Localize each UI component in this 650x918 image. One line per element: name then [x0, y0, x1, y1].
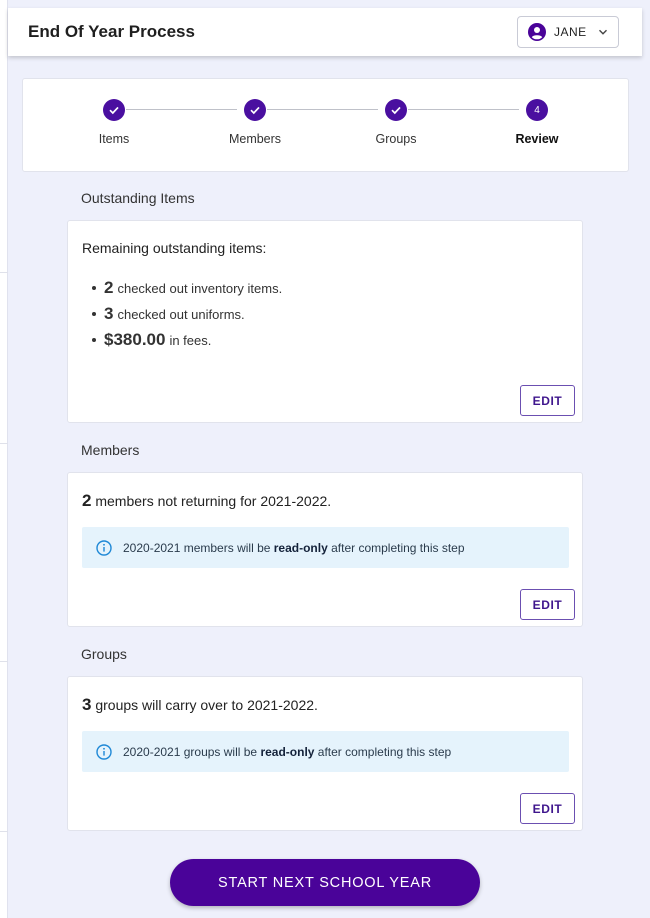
rail-divider [0, 272, 8, 273]
step-complete-icon [103, 99, 125, 121]
step-label: Members [228, 132, 282, 146]
step-label: Review [515, 132, 559, 146]
members-info-alert [82, 527, 569, 568]
list-item [104, 327, 282, 353]
user-menu-button[interactable] [517, 16, 619, 48]
item-text: in fees. [169, 332, 212, 348]
step-members[interactable] [195, 99, 315, 146]
section-title-groups: Groups [81, 646, 127, 662]
info-text: 2020-2021 members will be read-only after completing this step [123, 540, 465, 555]
members-summary [82, 491, 331, 511]
step-groups[interactable] [336, 99, 456, 146]
outstanding-intro: Remaining outstanding items: [82, 240, 267, 256]
item-count: 3 [104, 304, 114, 323]
item-count: 2 [104, 278, 114, 297]
members-count: 2 [82, 491, 92, 510]
edit-members-button[interactable]: EDIT [520, 589, 575, 620]
info-icon [96, 744, 112, 760]
groups-summary [82, 695, 318, 715]
outstanding-list [104, 275, 282, 353]
left-rail [0, 0, 8, 918]
members-card [67, 472, 583, 627]
step-review[interactable] [477, 99, 597, 146]
step-complete-icon [385, 99, 407, 121]
step-label: Items [98, 132, 130, 146]
rail-divider [0, 443, 8, 444]
rail-divider [0, 831, 8, 832]
step-label: Groups [375, 132, 417, 146]
item-text: checked out uniforms. [117, 306, 245, 322]
info-icon [96, 540, 112, 556]
groups-info-alert [82, 731, 569, 772]
section-title-members: Members [81, 442, 140, 458]
progress-stepper [22, 78, 629, 172]
list-item [104, 275, 282, 301]
app-header [8, 8, 642, 56]
fees-amount: $380.00 [104, 330, 166, 349]
start-next-school-year-button[interactable]: START NEXT SCHOOL YEAR [170, 859, 480, 906]
step-items[interactable] [54, 99, 174, 146]
chevron-down-icon [598, 27, 608, 37]
item-text: checked out inventory items. [117, 280, 283, 296]
rail-divider [0, 661, 8, 662]
info-text: 2020-2021 groups will be read-only after completing this step [123, 744, 452, 759]
user-name: JANE [554, 25, 587, 39]
members-text: members not returning for 2021-2022. [95, 493, 332, 509]
edit-outstanding-button[interactable]: EDIT [520, 385, 575, 416]
groups-card [67, 676, 583, 831]
account-icon [528, 23, 546, 41]
step-complete-icon [244, 99, 266, 121]
page-title: End Of Year Process [28, 22, 195, 41]
step-number: 4 [526, 99, 548, 121]
groups-text: groups will carry over to 2021-2022. [95, 697, 318, 713]
edit-groups-button[interactable]: EDIT [520, 793, 575, 824]
list-item [104, 301, 282, 327]
section-title-outstanding: Outstanding Items [81, 190, 195, 206]
groups-count: 3 [82, 695, 92, 714]
outstanding-items-card [67, 220, 583, 423]
